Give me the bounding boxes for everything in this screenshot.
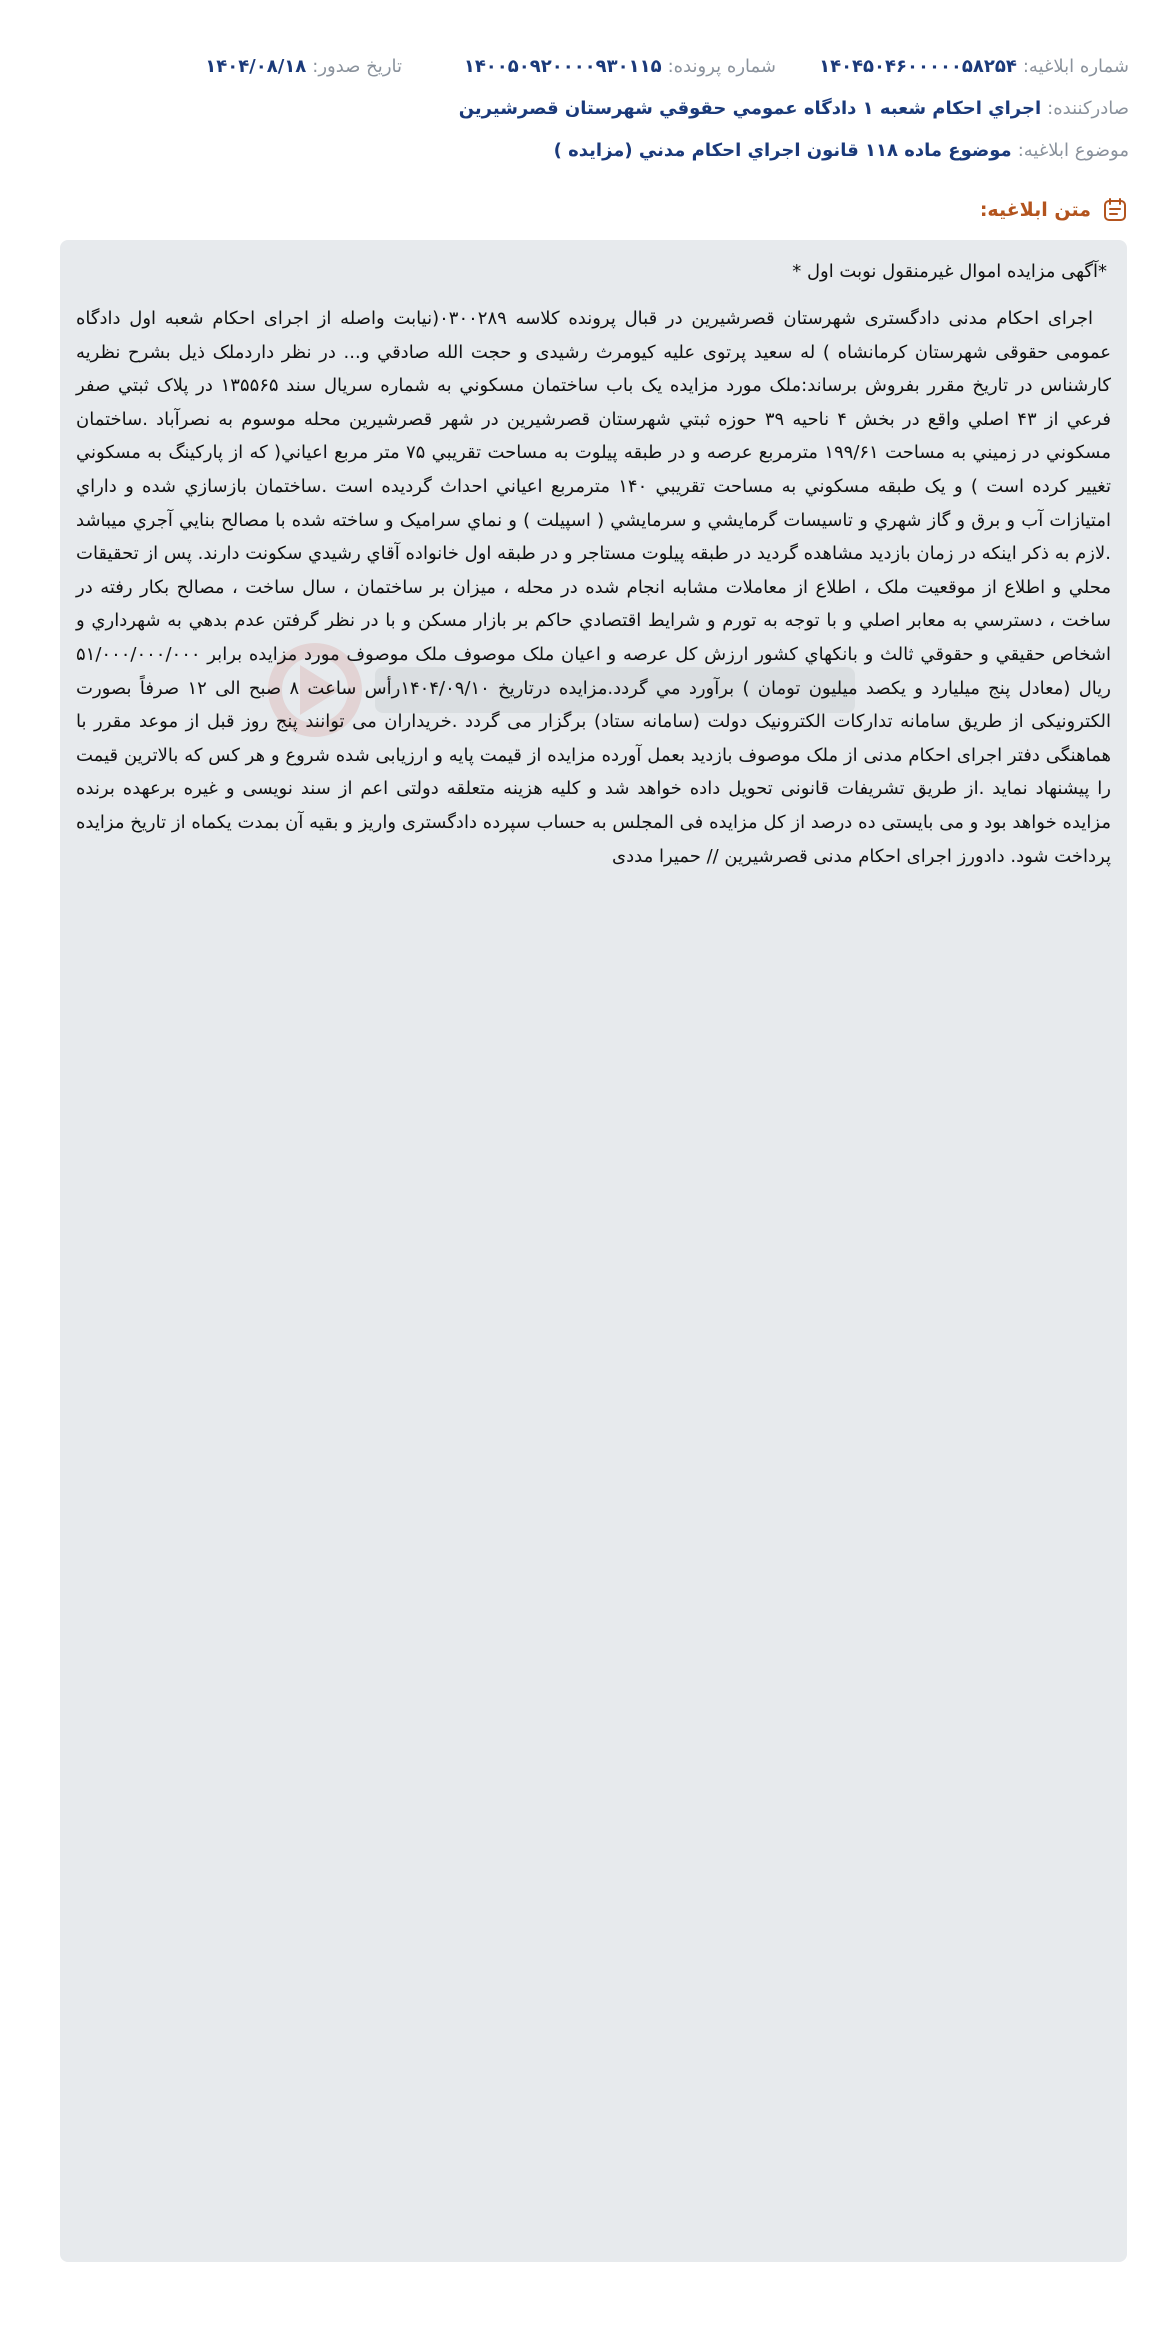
subject-row	[60, 140, 1129, 170]
issuer-row	[60, 98, 1129, 128]
subject-label: موضوع ابلاغیه:	[1017, 140, 1129, 161]
ad-title: *آگهی مزایده اموال غیرمنقول نوبت اول *	[792, 261, 1107, 282]
notice-text-icon	[1101, 196, 1129, 224]
notice-text-heading	[980, 196, 1129, 224]
notice-number-value: ۱۴۰۴۵۰۴۶۰۰۰۰۰۵۸۲۵۴	[819, 56, 1017, 77]
issue-date	[205, 56, 402, 77]
notice-number	[819, 56, 1129, 77]
ad-body: اجرای احکام مدنی دادگستری شهرستان قصرشیرین در قبال پرونده کلاسه ۰۳۰۰۲۸۹(نیابت واصله از اجرای احکام شعبه اول دادگاه عمومی حقوقی شهرستان کرمانشاه ) له سعید پرتوی علیه کیومرث رشیدی و حجت الله صادقي و... در نظر داردملک ذیل بشرح نظریه کارشناس در تاریخ مقرر بفروش برساند:ملک مورد مزایده یک باب ساختمان مسکوني به شماره سریال سند ۱۳۵۵۶۵ در پلاک ثبتي صفر فرعي از ۴۳ اصلي واقع در بخش ۴ ناحیه ۳۹ حوزه ثبتي شهرستان قصرشیرین در شهر قصرشیرین محله موسوم به نصرآباد .ساختمان مسکوني در زميني به مساحت ۱۹۹/۶۱ مترمربع عرصه و در طبقه پیلوت به مساحت تقريبي ۷۵ متر مربع اعیاني( که از پارکینگ به مسکوني تغییر کرده است ) و یک طبقه مسکوني به مساحت تقريبي ۱۴۰ مترمربع اعیاني احداث گرديده است .ساختمان بازسازي شده و داراي امتيازات آب و برق و گاز شهري و تاسيسات گرمايشي و سرمايشي ( اسپيلت ) و نماي سراميک و ساخته شده با مصالح بنايي آجري ميباشد .لازم به ذکر اينکه در زمان بازديد مشاهده گرديد در طبقه پيلوت مستاجر و در طبقه اول خانواده آقاي رشيدي سکونت دارند. پس از تحقیقات محلي و اطلاع از موقعیت ملک ، اطلاع از معاملات مشابه انجام شده در محله ، میزان بر ساختمان ، سال ساخت ، مصالح بکار رفته در ساخت ، دسترسي به معابر اصلي و با توجه به تورم و شرایط اقتصادي حاکم بر بازار مسکن و با در نظر گرفتن عدم بدهي به شهرداري و اشخاص حقيقي و حقوقي ثالث و بانکهاي کشور ارزش کل عرصه و اعیان ملک موصوف ملک موصوف مورد مزایده برابر ۵۱/۰۰۰/۰۰۰/۰۰۰ ریال (معادل پنج میلیارد و یکصد میلیون تومان ) برآورد مي گردد.مزایده درتاریخ ۱۴۰۴/۰۹/۱۰رأس ساعت ۸ صبح الی ۱۲ صرفاً بصورت الکترونیکی از طریق سامانه تدارکات الکترونیک دولت (سامانه ستاد) برگزار می گردد .خریداران می توانند پنج روز قبل از موعد مقرر با هماهنگی دفتر اجرای احکام مدنی از ملک موصوف بازدید بعمل آورده مزایده از قیمت پایه و ارزیابی شده شروع و هر کس که بالاترین قیمت را پیشنهاد نماید .از طریق تشریفات قانونی تحویل داده خواهد شد و کلیه هزینه متعلقه دولتی اعم از سند نویسی و غیره برعهده برنده مزایده خواهد بود و می بایستی ده درصد از کل مزایده فی المجلس به حساب سپرده دادگستری واریز و بقیه آن بمدت یکماه از تاریخ مزایده پرداخت شود. دادورز اجرای احکام مدنی قصرشیرین // حمیرا مددی	[76, 308, 1111, 867]
notice-number-label: شماره ابلاغیه:	[1022, 56, 1129, 77]
issuer-label: صادرکننده:	[1047, 98, 1129, 119]
file-number-label: شماره پرونده:	[667, 56, 776, 77]
notice-content-box	[60, 240, 1127, 2262]
notice-text-title: متن ابلاغیه:	[979, 199, 1091, 221]
file-number	[464, 56, 776, 77]
issuer-value: اجراي احکام شعبه ۱ دادگاه عمومي حقوقي شهرستان قصرشيرين	[458, 98, 1042, 119]
issue-date-label: تاریخ صدور:	[312, 56, 402, 77]
file-number-value: ۱۴۰۰۵۰۹۲۰۰۰۰۹۳۰۱۱۵	[463, 56, 662, 77]
issue-date-value: ۱۴۰۴/۰۸/۱۸	[205, 56, 307, 77]
subject-value: موضوع ماده ۱۱۸ قانون اجراي احکام مدني (مزايده )	[553, 140, 1012, 161]
notice-meta-row	[60, 56, 1129, 86]
